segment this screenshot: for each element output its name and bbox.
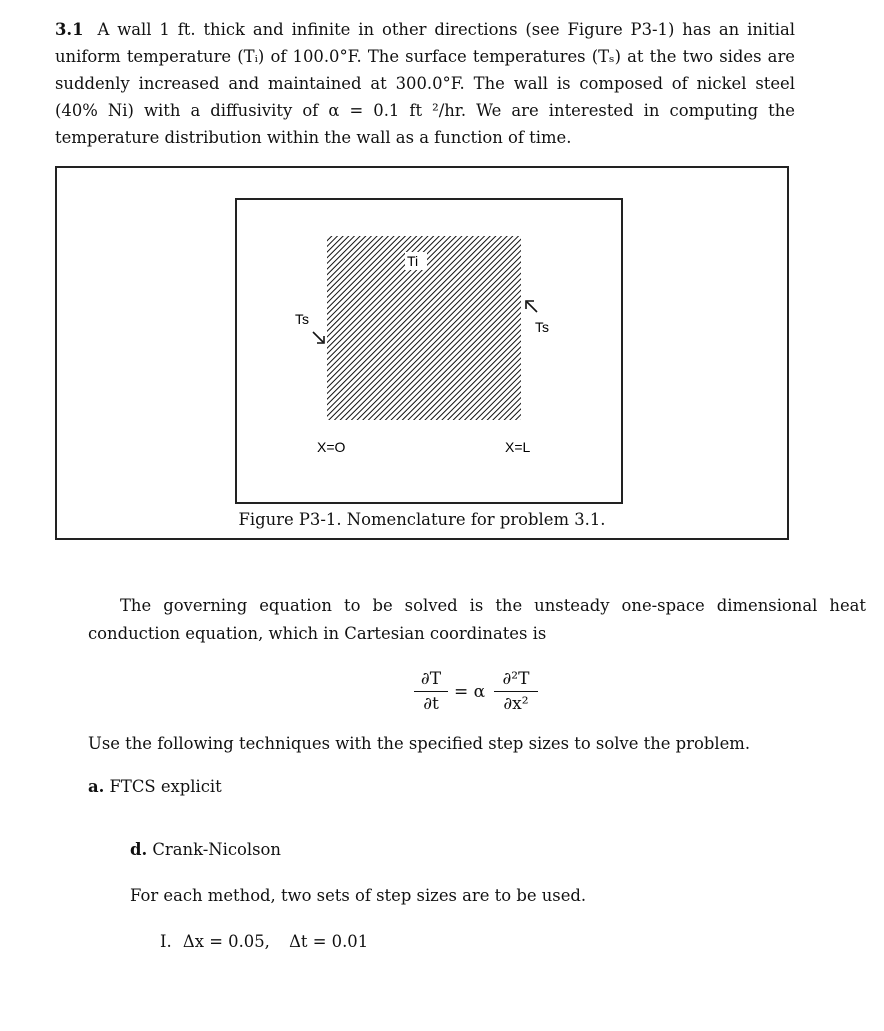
governing-text: The governing equation to be solved is the unsteady one-space dimensional heat conduction equation, which in Cartesian coordinates is — [88, 596, 866, 643]
item-a-text: FTCS explicit — [109, 777, 222, 796]
set-i-label: I. — [160, 932, 172, 951]
problem-number: 3.1 — [55, 20, 84, 39]
ts-right-label: Ts — [535, 319, 549, 335]
item-d — [130, 840, 281, 859]
eq-rhs-denominator: ∂x² — [503, 694, 529, 714]
eq-equals-alpha: = α — [454, 682, 486, 702]
problem-statement — [55, 16, 795, 151]
figure-caption: Figure P3-1. Nomenclature for problem 3.1. — [238, 510, 606, 529]
governing-paragraph — [88, 592, 866, 648]
set-i-dt: Δt = 0.01 — [289, 932, 369, 951]
arrow-right-icon — [526, 301, 537, 312]
set-i-dx: Δx = 0.05, — [182, 932, 270, 951]
figure-inner-frame — [235, 198, 623, 504]
arrow-left-icon — [313, 332, 324, 343]
x-l-label: X=L — [505, 439, 531, 455]
figure-box — [55, 166, 789, 540]
set-i — [160, 932, 368, 951]
wall-diagram — [237, 200, 621, 502]
eq-lhs-denominator: ∂t — [423, 694, 439, 714]
ti-label: Ti — [407, 253, 419, 269]
heat-equation — [414, 669, 544, 721]
eq-lhs-numerator: ∂T — [420, 669, 442, 689]
x-zero-label: X=O — [317, 439, 346, 455]
eq-rhs-numerator: ∂²T — [502, 669, 530, 689]
ts-left-label: Ts — [295, 311, 309, 327]
item-a — [88, 777, 222, 796]
eq-lhs-fraction — [414, 669, 448, 714]
item-d-label: d. — [130, 840, 148, 859]
problem-text: A wall 1 ft. thick and infinite in other directions (see Figure P3-1) has an initial uniform temperature (Tᵢ) of 100.0°F. The surface temperatures (Tₛ) at the two sides are suddenly increased and maintained at 300.0°F. The wall is composed of nickel steel (40% Ni) with a diffusivity of α = 0.1 ft ²/hr. We are interested in computing the temperature distribution within the wall as a function of time. — [55, 20, 795, 147]
eq-rhs-fraction — [494, 669, 538, 714]
item-a-label: a. — [88, 777, 105, 796]
instruction-line: Use the following techniques with the specified step sizes to solve the problem. — [88, 734, 751, 753]
item-d-text: Crank-Nicolson — [152, 840, 281, 859]
step-sizes-line: For each method, two sets of step sizes are to be used. — [130, 886, 587, 905]
